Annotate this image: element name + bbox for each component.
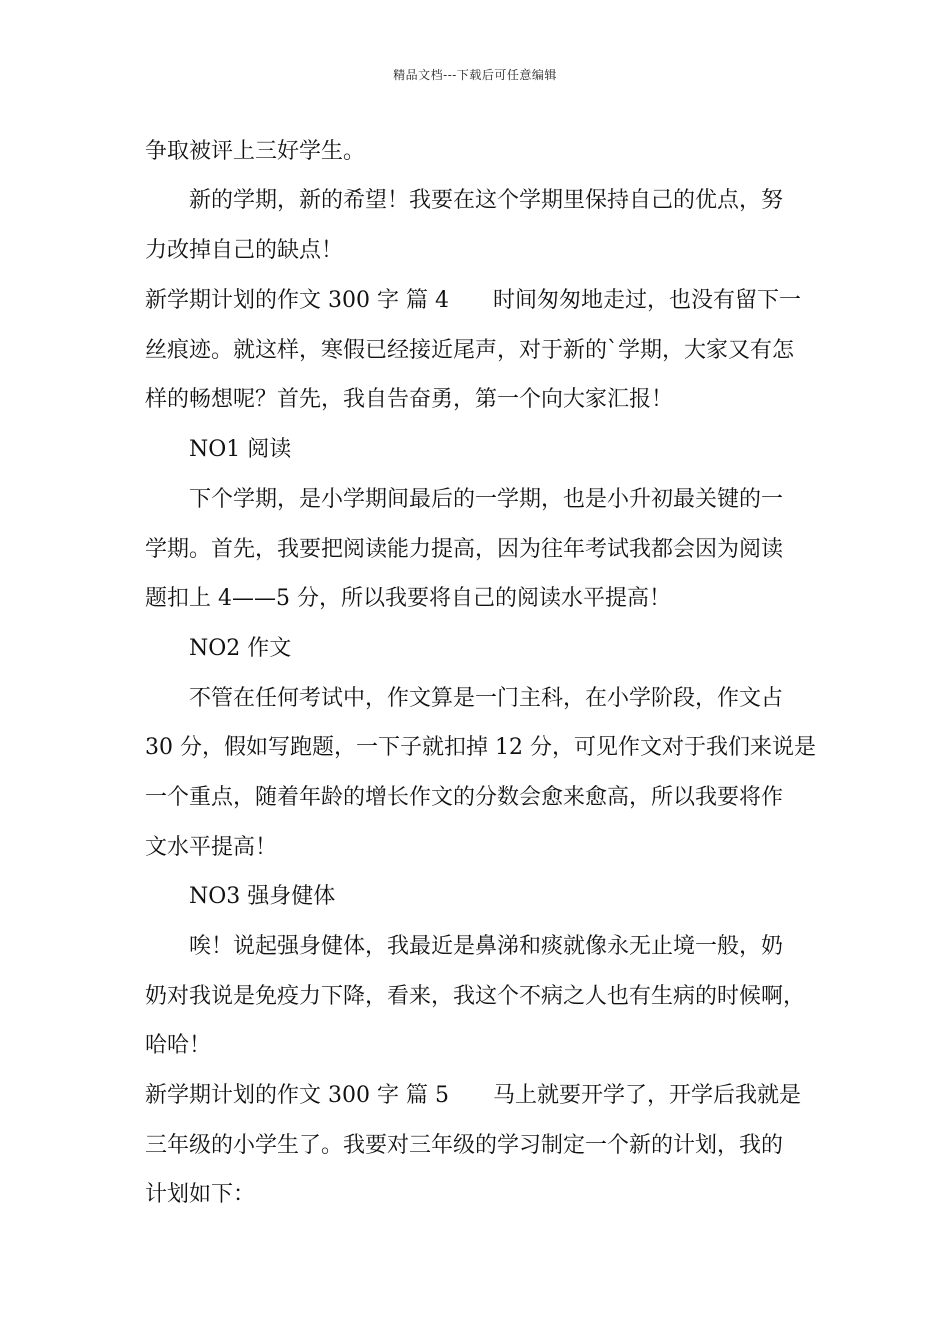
text-line: 三年级的小学生了。我要对三年级的学习制定一个新的计划，我的 xyxy=(145,1133,784,1158)
text-line: 唉！说起强身健体，我最近是鼻涕和痰就像永无止境一般，奶 xyxy=(189,934,784,959)
text-line: 30 分，假如写跑题，一下子就扣掉 12 分，可见作文对于我们来说是 xyxy=(145,735,816,760)
subheading-writing: NO2 作文 xyxy=(189,636,292,661)
heading-continuation: 时间匆匆地走过，也没有留下一 xyxy=(492,288,801,313)
text-line: 新的学期，新的希望！我要在这个学期里保持自己的优点，努 xyxy=(189,188,784,213)
text-line: 哈哈！ xyxy=(145,1033,212,1058)
heading-continuation: 马上就要开学了，开学后我就是 xyxy=(492,1083,801,1108)
text-line: 学期。首先，我要把阅读能力提高，因为往年考试我都会因为阅读 xyxy=(145,537,784,562)
heading-title: 新学期计划的作文 300 字 篇 4 xyxy=(145,288,449,313)
text-line: 文水平提高！ xyxy=(145,835,278,860)
subheading-fitness: NO3 强身健体 xyxy=(189,884,336,909)
text-line: 计划如下： xyxy=(145,1182,256,1207)
text-line: 一个重点，随着年龄的增长作文的分数会愈来愈高，所以我要将作 xyxy=(145,785,784,810)
text-line: 下个学期，是小学期间最后的一学期，也是小升初最关键的一 xyxy=(189,487,784,512)
heading-title: 新学期计划的作文 300 字 篇 5 xyxy=(145,1083,449,1108)
text-line: 奶对我说是免疫力下降，看来，我这个不病之人也有生病的时候啊， xyxy=(145,984,806,1009)
subheading-reading: NO1 阅读 xyxy=(189,437,292,462)
page-header: 精品文档---下载后可任意编辑 xyxy=(393,68,557,82)
text-line: 丝痕迹。就这样，寒假已经接近尾声，对于新的`学期，大家又有怎 xyxy=(145,338,795,363)
section-heading-4 xyxy=(145,286,801,316)
text-line: 争取被评上三好学生。 xyxy=(145,139,366,164)
section-heading-5 xyxy=(145,1081,801,1111)
text-line: 不管在任何考试中，作文算是一门主科，在小学阶段，作文占 xyxy=(189,686,784,711)
text-line: 力改掉自己的缺点！ xyxy=(145,238,344,263)
text-line: 题扣上 4——5 分，所以我要将自己的阅读水平提高！ xyxy=(145,586,671,611)
text-line: 样的畅想呢？首先，我自告奋勇，第一个向大家汇报！ xyxy=(145,387,674,412)
